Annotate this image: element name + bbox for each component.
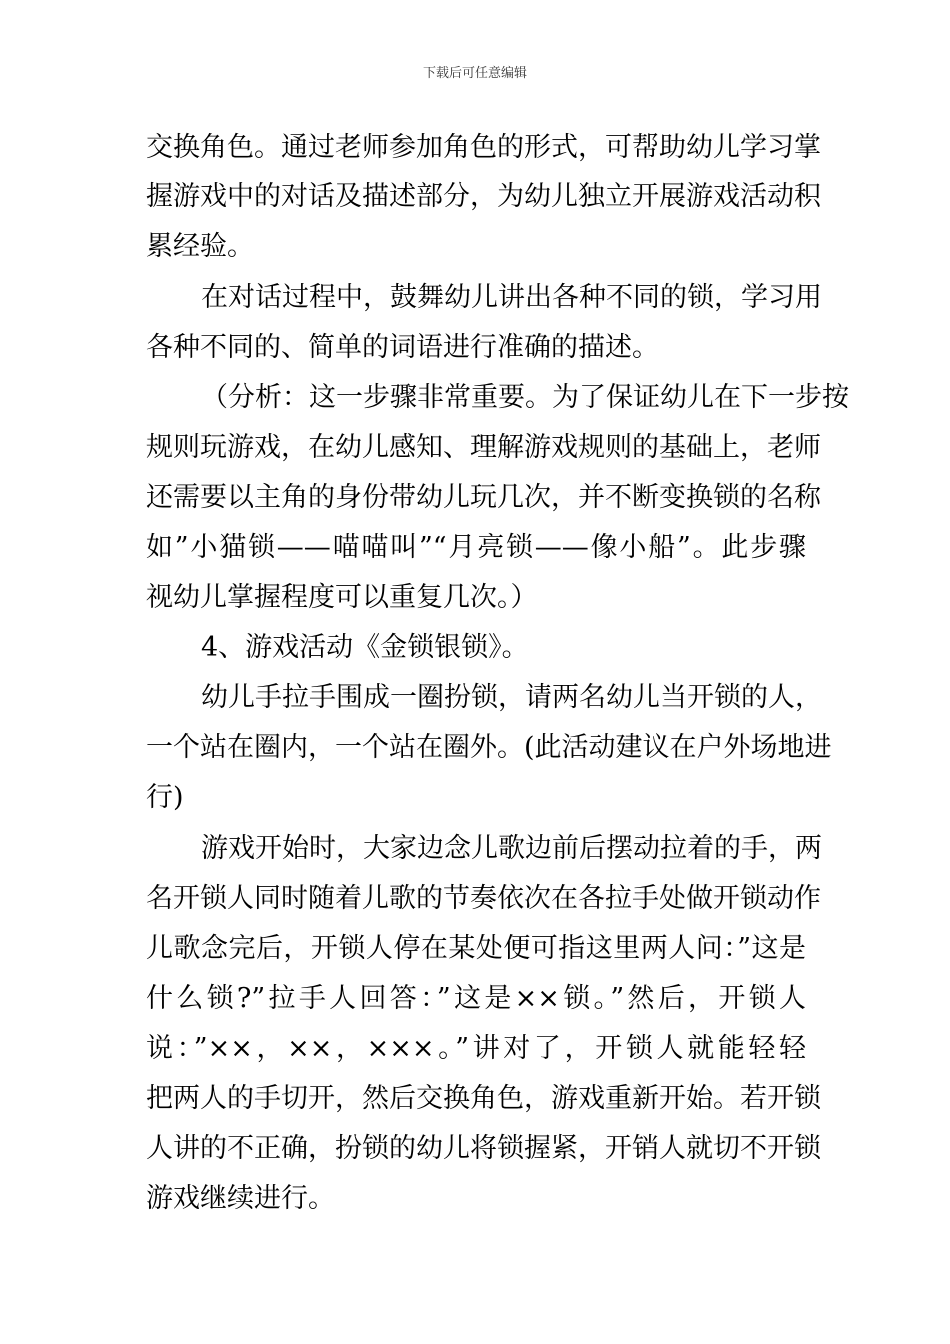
text-line: 在对话过程中，鼓舞幼儿讲出各种不同的锁，学习用: [201, 282, 822, 313]
text-line: 如”小猫锁——喵喵叫”“月亮锁——像小船”。此步骤: [146, 532, 806, 563]
text-line: 视幼儿掌握程度可以重复几次。）: [146, 582, 538, 613]
text-line: 一个站在圈内，一个站在圈外。(此活动建议在户外场地进: [146, 732, 832, 763]
text-line: 累经验。: [146, 231, 254, 262]
text-line: 说：”××，××，×××。”讲对了，开锁人就能轻轻: [146, 1033, 806, 1064]
text-line: 各种不同的、简单的词语进行准确的描述。: [146, 332, 659, 363]
text-line: 游戏继续进行。: [146, 1183, 335, 1214]
text-line: 握游戏中的对话及描述部分，为幼儿独立开展游戏活动积: [146, 181, 821, 212]
text-line: 把两人的手切开，然后交换角色，游戏重新开始。若开锁: [146, 1083, 821, 1114]
text-line: 规则玩游戏，在幼儿感知、理解游戏规则的基础上，老师: [146, 432, 821, 463]
text-line: 人讲的不正确，扮锁的幼儿将锁握紧，开销人就切不开锁: [146, 1133, 821, 1164]
text-line: 幼儿手拉手围成一圈扮锁，请两名幼儿当开锁的人，: [201, 682, 822, 713]
text-line: 游戏开始时，大家边念儿歌边前后摆动拉着的手，两: [201, 833, 822, 864]
section-heading: 4、游戏活动《金锁银锁》。: [201, 632, 529, 663]
text-line: （分析：这一步骤非常重要。为了保证幼儿在下一步按: [201, 382, 849, 413]
text-line: 交换角色。通过老师参加角色的形式，可帮助幼儿学习掌: [146, 132, 821, 163]
text-line: 还需要以主角的身份带幼儿玩几次，并不断变换锁的名称: [146, 482, 821, 513]
page-header: 下载后可任意编辑: [422, 66, 527, 81]
text-line: 什么锁?”拉手人回答：”这是××锁。”然后，开锁人: [146, 983, 806, 1014]
text-line: 行): [146, 782, 184, 813]
text-line: 名开锁人同时随着儿歌的节奏依次在各拉手处做开锁动作: [146, 883, 821, 914]
text-line: 儿歌念完后，开锁人停在某处便可指这里两人问：”这是: [146, 933, 806, 964]
